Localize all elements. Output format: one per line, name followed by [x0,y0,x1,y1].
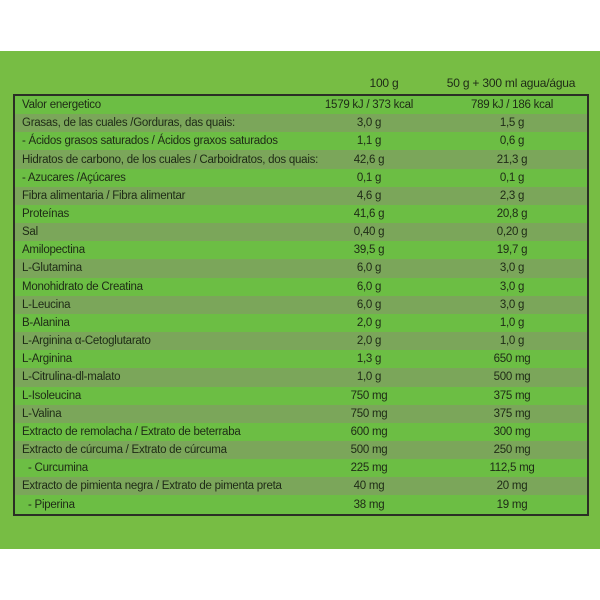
value-per-serving: 0,1 g [499,171,525,184]
value-per-100g: 6,0 g [356,280,382,293]
value-per-100g: 750 mg [350,389,388,402]
value-per-serving: 21,3 g [496,153,528,166]
nutrient-name: Monohidrato de Creatina [22,280,143,293]
value-per-100g: 3,0 g [356,117,382,130]
nutrient-name: L-Citrulina-dl-malato [22,371,121,384]
value-per-serving: 375 mg [493,407,531,420]
nutrient-name: Valor energetico [22,99,101,112]
table-row [15,495,587,513]
table-row [15,187,587,205]
value-per-serving: 3,0 g [499,280,525,293]
value-per-100g: 0,1 g [356,171,382,184]
value-per-100g: 4,6 g [356,189,382,202]
table-row [15,477,587,495]
value-per-serving: 19,7 g [496,244,528,257]
value-per-serving: 650 mg [493,353,531,366]
value-per-100g: 600 mg [350,425,388,438]
value-per-100g: 40 mg [353,480,385,493]
value-per-serving: 3,0 g [499,298,525,311]
value-per-100g: 1,1 g [356,135,382,148]
value-per-100g: 38 mg [353,498,385,511]
value-per-serving: 112,5 mg [489,462,535,475]
nutrient-name: - Azucares /Açúcares [22,171,126,184]
nutrient-name: Extracto de remolacha / Extrato de beterraba [22,425,241,438]
value-per-serving: 19 mg [496,498,528,511]
value-per-100g: 1579 kJ / 373 kcal [324,99,414,112]
table-row [15,387,587,405]
table-row [15,332,587,350]
nutrient-name: L-Arginina α-Cetoglutarato [22,335,151,348]
table-row [15,223,587,241]
nutrient-name: L-Glutamina [22,262,82,275]
table-row [15,150,587,168]
table-row [15,459,587,477]
value-per-serving: 300 mg [493,425,531,438]
nutrient-name: - Piperina [28,498,75,511]
table-row [15,296,587,314]
table-row [15,241,587,259]
value-per-serving: 789 kJ / 186 kcal [470,99,554,112]
value-per-serving: 20,8 g [496,208,528,221]
table-row [15,314,587,332]
value-per-100g: 2,0 g [356,316,382,329]
table-row [15,259,587,277]
table-row [15,132,587,150]
value-per-serving: 20 mg [496,480,528,493]
nutrient-name: L-Arginina [22,353,72,366]
table-row [15,441,587,459]
nutrient-name: L-Leucina [22,298,71,311]
nutrient-name: Hidratos de carbono, de los cuales / Carboidratos, dos quais: [22,153,319,166]
value-per-serving: 1,0 g [499,316,525,329]
value-per-100g: 225 mg [350,462,388,475]
value-per-serving: 2,3 g [499,189,525,202]
value-per-100g: 2,0 g [356,335,382,348]
table-row [15,114,587,132]
nutrient-name: Amilopectina [22,244,85,257]
value-per-100g: 500 mg [350,444,388,457]
nutrient-name: Sal [22,226,38,239]
value-per-100g: 750 mg [350,407,388,420]
value-per-100g: 39,5 g [353,244,385,257]
nutrient-name: B-Alanina [22,316,70,329]
table-row [15,278,587,296]
nutrient-name: Extracto de cúrcuma / Extrato de cúrcuma [22,444,227,457]
nutrient-name: - Ácidos grasos saturados / Ácidos graxos saturados [22,135,278,148]
value-per-serving: 250 mg [493,444,531,457]
table-row [15,405,587,423]
value-per-100g: 41,6 g [353,208,385,221]
nutrient-name: Extracto de pimienta negra / Extrato de pimenta preta [22,480,282,493]
table-row [15,423,587,441]
nutrient-name: Proteínas [22,208,69,221]
nutrition-table [13,94,589,516]
table-row [15,96,587,114]
table-row [15,368,587,386]
value-per-100g: 1,3 g [356,353,382,366]
value-per-100g: 6,0 g [356,298,382,311]
value-per-100g: 1,0 g [356,371,382,384]
table-row [15,205,587,223]
nutrient-name: L-Isoleucina [22,389,82,402]
value-per-serving: 1,5 g [499,117,525,130]
value-per-serving: 3,0 g [499,262,525,275]
nutrient-name: Grasas, de las cuales /Gorduras, das quais: [22,117,235,130]
value-per-100g: 0,40 g [353,226,385,239]
value-per-100g: 42,6 g [353,153,385,166]
table-row [15,350,587,368]
column-header-per-100g: 100 g [369,76,399,90]
value-per-serving: 1,0 g [499,335,525,348]
value-per-100g: 6,0 g [356,262,382,275]
nutrient-name: L-Valina [22,407,62,420]
nutrient-name: Fibra alimentaria / Fibra alimentar [22,189,186,202]
table-row [15,169,587,187]
value-per-serving: 375 mg [493,389,531,402]
value-per-serving: 0,6 g [499,135,525,148]
value-per-serving: 500 mg [493,371,531,384]
column-header-per-serving: 50 g + 300 ml agua/água [446,76,576,90]
value-per-serving: 0,20 g [496,226,528,239]
nutrient-name: - Curcumina [28,462,88,475]
